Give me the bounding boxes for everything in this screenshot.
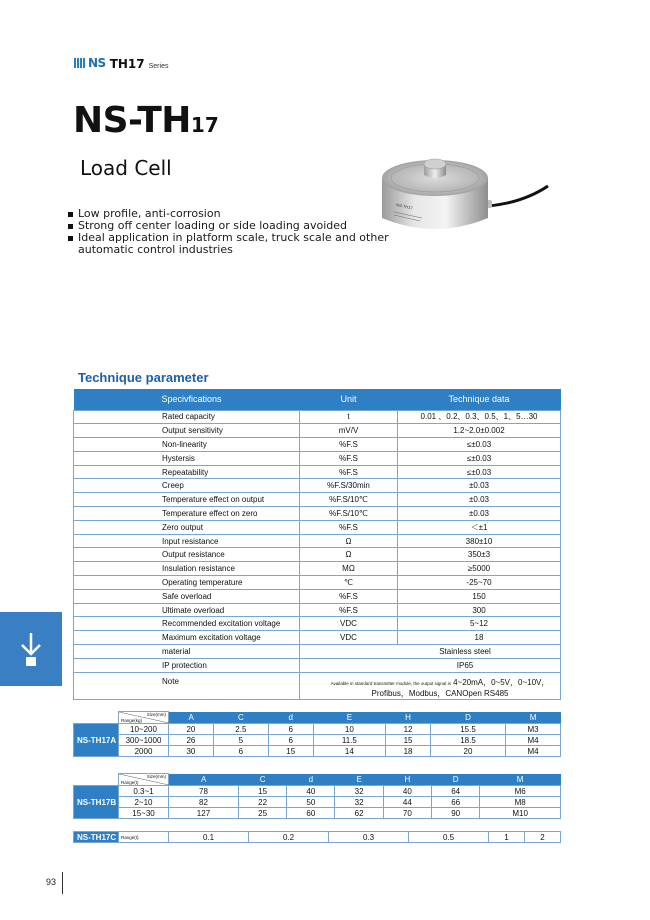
range-value-cell: 0.5 [409,832,489,843]
spec-note-value [300,673,561,700]
spec-unit: ℃ [300,576,398,590]
spec-value: 350±3 [398,548,561,562]
dimension-cell: 62 [335,808,383,819]
spec-unit: Ω [300,534,398,548]
size-label: Size(mm) [146,712,166,717]
spec-row [74,631,561,645]
spec-row [74,493,561,507]
dimension-cell: 50 [287,797,335,808]
spec-unit: mV/V [300,424,398,438]
spec-unit: %F.S [300,603,398,617]
spec-name: Temperature effect on zero [74,507,300,521]
dimension-col-header: C [213,712,268,724]
dimension-table-c [73,831,561,843]
dimension-col-header: d [287,774,335,786]
series-word: Series [148,63,169,70]
model-col-blank [74,712,119,724]
dimension-cell: 26 [169,735,214,746]
spec-unit: VDC [300,617,398,631]
range-cell: 10~200 [119,724,169,735]
dimension-cell: 25 [238,808,286,819]
dimension-col-header: E [335,774,383,786]
data-header: Technique data [398,389,561,410]
ns-logo [74,56,106,70]
range-value-cell: 1 [489,832,525,843]
spec-name: Safe overload [74,589,300,603]
range-label: Range(t) [119,832,169,843]
spec-row [74,603,561,617]
spec-value: ＜±1 [398,520,561,534]
dimension-col-header: M [506,712,561,724]
spec-value: 1.2~2.0±0.002 [398,424,561,438]
dimension-cell: 15 [268,746,313,757]
spec-name: Non-linearity [74,438,300,452]
series-brand [74,56,168,71]
model-cell: NS-TH17A [74,724,119,757]
spec-unit: %F.S [300,465,398,479]
dimension-cell: 5 [213,735,268,746]
spec-value: ≤±0.03 [398,438,561,452]
dimension-table-a [73,711,561,757]
note-small-text: Available in standard transmitter module, the output signal is [330,681,451,687]
spec-name: Zero output [74,520,300,534]
dimension-cell: 32 [335,797,383,808]
dimension-cell: 2.5 [213,724,268,735]
spec-value: ≥5000 [398,562,561,576]
spec-value: ±0.03 [398,507,561,521]
note-line-2: Profibus，Modbus，CANOpen RS485 [371,689,509,699]
series-model: TH17 [109,57,145,71]
dimension-cell: 32 [335,786,383,797]
dimension-col-header: H [383,774,431,786]
spec-row [74,410,561,424]
dimension-cell: 18 [386,746,431,757]
dimension-cell: 82 [169,797,239,808]
spec-name: Hystersis [74,451,300,465]
dimension-row [74,746,561,757]
dimension-cell: M8 [480,797,561,808]
dimension-cell: 60 [287,808,335,819]
spec-value: 380±10 [398,534,561,548]
spec-unit: t [300,410,398,424]
spec-table [73,389,561,700]
spec-name: Recommended excitation voltage [74,617,300,631]
spec-name: Input resistance [74,534,300,548]
dimension-cell: 11.5 [313,735,385,746]
spec-name: IP protection [74,659,300,673]
dimension-col-header: D [430,712,505,724]
section-heading: Technique parameter [78,370,209,385]
spec-row [74,465,561,479]
spec-row [74,451,561,465]
spec-name: Creep [74,479,300,493]
product-photo [370,148,550,248]
spec-value: ±0.03 [398,493,561,507]
dimension-cell: 78 [169,786,239,797]
dimension-cell: M4 [506,746,561,757]
logo-stripes-icon [74,58,86,68]
spec-value: 150 [398,589,561,603]
spec-unit: MΩ [300,562,398,576]
dimension-cell: 12 [386,724,431,735]
feature-item-continuation: automatic control industries [78,243,233,256]
spec-row [74,507,561,521]
spec-name: Insulation resistance [74,562,300,576]
model-col-blank [74,774,119,786]
page-title [73,100,219,141]
range-cell: 2~10 [119,797,169,808]
spec-unit: VDC [300,631,398,645]
spec-name: Ultimate overload [74,603,300,617]
spec-row [74,562,561,576]
spec-value: -25~70 [398,576,561,590]
dimension-row [74,724,561,735]
spec-name: Temperature effect on output [74,493,300,507]
spec-row [74,617,561,631]
dimension-cell: 6 [268,735,313,746]
spec-value: 300 [398,603,561,617]
dimension-col-header: H [386,712,431,724]
dimension-cell: 18.5 [430,735,505,746]
dimension-cell: M3 [506,724,561,735]
dimension-col-header: M [480,774,561,786]
spec-row [74,534,561,548]
dimension-col-header: C [238,774,286,786]
dimension-header-row [74,712,561,724]
range-cell: 15~30 [119,808,169,819]
spec-row [74,548,561,562]
spec-value: 5~12 [398,617,561,631]
dimension-cell: M6 [480,786,561,797]
spec-header-label: Specivfications [161,394,222,405]
dimension-cell: 20 [169,724,214,735]
dimension-col-header: A [169,712,214,724]
dimension-body-b [74,786,561,819]
dimension-cell: 6 [213,746,268,757]
spec-row [74,576,561,590]
spec-row-material [74,645,561,659]
dimension-cell: 22 [238,797,286,808]
side-download-tab[interactable] [0,612,62,686]
spec-unit: %F.S [300,520,398,534]
range-cell: 300~1000 [119,735,169,746]
spec-unit: %F.S [300,438,398,452]
feature-item: Ideal application in platform scale, truck scale and other [68,232,389,244]
spec-row-ip [74,659,561,673]
dimension-cell: 30 [169,746,214,757]
range-value-cell: 0.1 [169,832,249,843]
spec-name: Rated capacity [74,410,300,424]
dimension-cell: 15 [386,735,431,746]
spec-value: Stainless steel [300,645,561,659]
dimension-cell: 15.5 [430,724,505,735]
page-subtitle: Load Cell [80,156,172,180]
dimension-row [74,735,561,746]
model-cell: NS-TH17C [74,832,119,843]
dimension-table-b [73,773,561,819]
photo-engraving: NS-TH17 [395,202,414,211]
unit-header: Unit [300,389,398,410]
spec-unit: Ω [300,548,398,562]
page-number: 93 [46,877,57,887]
dimension-cell: 66 [432,797,480,808]
dimension-cell: 10 [313,724,385,735]
size-range-corner [119,774,169,786]
feature-item: Strong off center loading or side loading avoided [68,220,389,232]
dimension-cell: 14 [313,746,385,757]
spec-table-body [74,410,561,700]
range-label: Range(kg) [121,718,143,723]
dimension-cell: 44 [383,797,431,808]
dimension-col-header: d [268,712,313,724]
range-cell: 0.3~1 [119,786,169,797]
spec-value: ±0.03 [398,479,561,493]
dimension-header-row [74,774,561,786]
spec-name: Operating temperature [74,576,300,590]
spec-table-header [74,389,561,410]
spec-value: ≤±0.03 [398,451,561,465]
dimension-col-header: A [169,774,239,786]
dimension-col-header: E [313,712,385,724]
dimension-cell: 90 [432,808,480,819]
size-label: Size(mm) [146,774,166,779]
spec-value: 0.01 、0.2、0.3、0.5、1、5…30 [398,410,561,424]
range-label: Range(t) [121,780,139,785]
download-arrow-icon [18,631,44,667]
dimension-cell: 64 [432,786,480,797]
dimension-row [74,808,561,819]
range-value-cell: 2 [524,832,560,843]
dimension-cell: M4 [506,735,561,746]
dimension-cell: 40 [383,786,431,797]
spec-unit: %F.S/10℃ [300,493,398,507]
spec-name: Output resistance [74,548,300,562]
brand-name: NS [88,56,106,70]
spec-unit: %F.S/10℃ [300,507,398,521]
spec-row [74,438,561,452]
spec-value: IP65 [300,659,561,673]
range-cell: 2000 [119,746,169,757]
spec-unit: %F.S/30min [300,479,398,493]
spec-unit: %F.S [300,589,398,603]
model-suffix: 17 [190,113,219,137]
range-value-cell: 0.3 [329,832,409,843]
dimension-cell: 15 [238,786,286,797]
dimension-col-header: D [432,774,480,786]
spec-header [74,389,300,410]
spec-row-note [74,673,561,700]
note-signals: 4~20mA，0~5V，0~10V， [453,678,550,688]
dimension-cell: 20 [430,746,505,757]
spec-value: 18 [398,631,561,645]
dimension-cell: 6 [268,724,313,735]
feature-item: Low profile, anti-corrosion [68,208,389,220]
model-cell: NS-TH17B [74,786,119,819]
spec-name: Output sensitivity [74,424,300,438]
range-value-cell: 0.2 [249,832,329,843]
model-main: NS-TH [73,100,191,141]
spec-value: ≤±0.03 [398,465,561,479]
spec-name: Note [74,673,300,700]
spec-unit: %F.S [300,451,398,465]
spec-name: material [74,645,300,659]
note-line-1 [320,677,560,688]
spec-row [74,479,561,493]
dimension-row [74,797,561,808]
spec-row [74,589,561,603]
dimension-cell: 127 [169,808,239,819]
dimension-body-a [74,724,561,757]
dimension-row-c [74,832,561,843]
dimension-cell: 70 [383,808,431,819]
size-range-corner [119,712,169,724]
spec-name: Maximum excitation voltage [74,631,300,645]
dimension-cell: M10 [480,808,561,819]
feature-list [68,208,389,256]
spec-name: Repeatability [74,465,300,479]
page-number-divider [62,872,63,894]
dimension-cell: 40 [287,786,335,797]
spec-row [74,520,561,534]
spec-row [74,424,561,438]
dimension-row [74,786,561,797]
